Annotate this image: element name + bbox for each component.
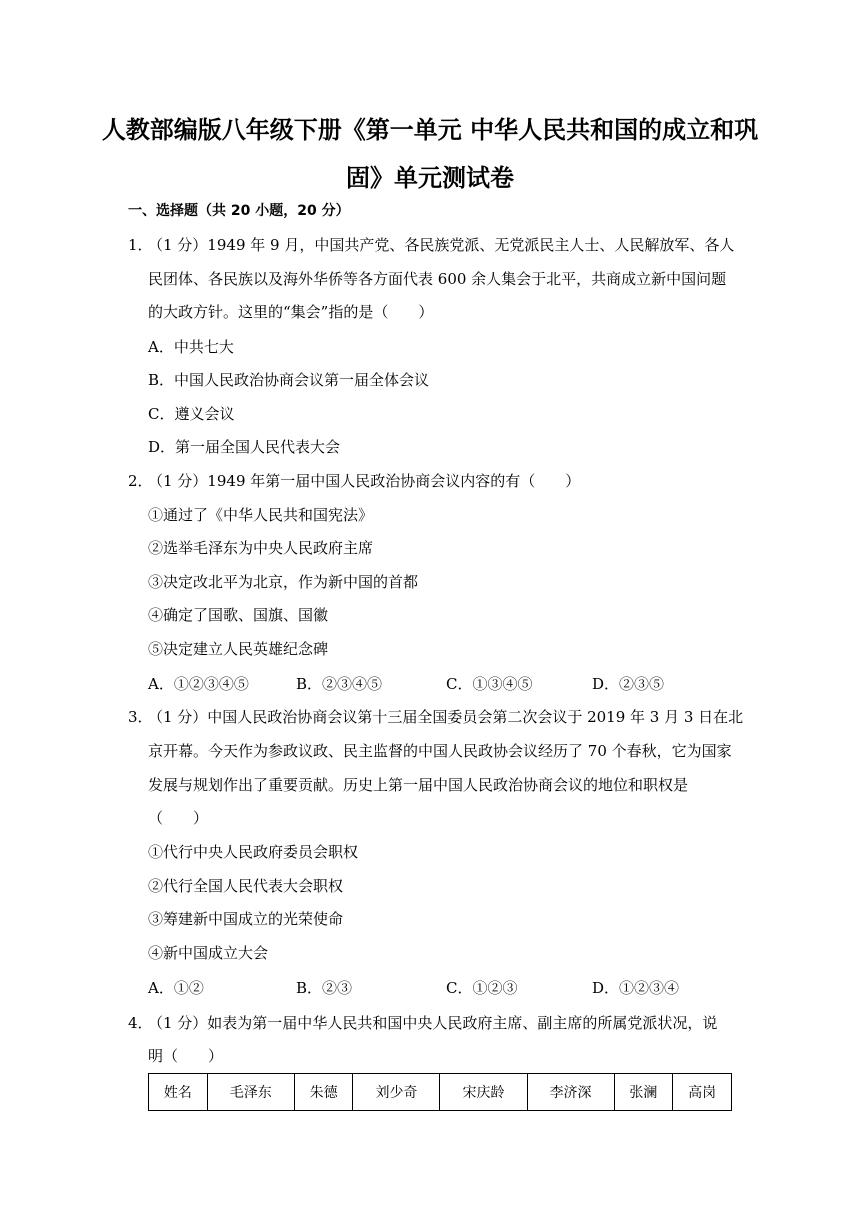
leaders-table (148, 1073, 732, 1111)
section-heading: 一、选择题（共 20 小题，20 分） (128, 203, 350, 219)
document-title (100, 106, 760, 202)
statement-item: ①通过了《中华人民共和国宪法》 (148, 506, 374, 524)
statement-item: ②选举毛泽东为中央人民政府主席 (148, 539, 374, 557)
option-b: B．②③ (296, 979, 353, 997)
question-text-line: （ ） (148, 809, 209, 827)
question-number: 3． (128, 708, 153, 726)
question-number: 2． (128, 472, 153, 490)
option-b: B．中国人民政治协商会议第一届全体会议 (148, 371, 430, 389)
table-cell: 姓名 (149, 1074, 208, 1111)
title-line-1: 人教部编版八年级下册《第一单元 中华人民共和国的成立和巩 (101, 116, 759, 144)
question-number: 1． (128, 236, 153, 254)
option-a: A．①②③④⑤ (148, 675, 249, 693)
question-text-line: 明（ ） (148, 1047, 224, 1065)
question-text-line: （1 分）如表为第一届中华人民共和国中央人民政府主席、副主席的所属党派状况，说 (148, 1014, 718, 1032)
table-cell: 毛泽东 (207, 1074, 294, 1111)
statement-item: ②代行全国人民代表大会职权 (148, 877, 344, 895)
option-a: A．中共七大 (148, 338, 234, 356)
question-text-line: （1 分）中国人民政治协商会议第十三届全国委员会第二次会议于 2019 年 3 月 3 日在北 (148, 708, 744, 726)
table-cell: 刘少奇 (353, 1074, 440, 1111)
statement-item: ①代行中央人民政府委员会职权 (148, 843, 359, 861)
question-text-line: 发展与规划作出了重要贡献。历史上第一届中国人民政治协商会议的地位和职权是 (148, 776, 689, 794)
statement-item: ④新中国成立大会 (148, 944, 269, 962)
question-text-line: （1 分）1949 年 9 月，中国共产党、各民族党派、无党派民主人士、人民解放军、各人 (148, 236, 735, 254)
option-d: D．①②③④ (592, 979, 680, 997)
question-text-line: 京开幕。今天作为参政议政、民主监督的中国人民政协会议经历了 70 个春秋，它为国家 (148, 742, 732, 760)
statement-item: ③筹建新中国成立的光荣使命 (148, 910, 344, 928)
option-b: B．②③④⑤ (296, 675, 383, 693)
table-cell: 高岗 (673, 1074, 732, 1111)
option-c: C．①③④⑤ (446, 675, 533, 693)
title-line-2: 固》单元测试卷 (346, 164, 514, 192)
table-cell: 李济深 (527, 1074, 614, 1111)
option-c: C．①②③ (446, 979, 518, 997)
option-c: C．遵义会议 (148, 405, 235, 423)
table-row (149, 1074, 732, 1111)
statement-item: ④确定了国歌、国旗、国徽 (148, 606, 329, 624)
question-text-line: 的大政方针。这里的“集会”指的是（ ） (148, 303, 434, 321)
question-text-line: （1 分）1949 年第一届中国人民政治协商会议内容的有（ ） (148, 472, 581, 490)
option-d: D．②③⑤ (592, 675, 665, 693)
statement-item: ③决定改北平为北京，作为新中国的首都 (148, 573, 419, 591)
option-a: A．①② (148, 979, 204, 997)
question-text-line: 民团体、各民族以及海外华侨等各方面代表 600 余人集会于北平，共商成立新中国问题 (148, 270, 727, 288)
option-d: D．第一届全国人民代表大会 (148, 438, 341, 456)
table-cell: 宋庆龄 (440, 1074, 527, 1111)
statement-item: ⑤决定建立人民英雄纪念碑 (148, 640, 329, 658)
table-cell: 张澜 (614, 1074, 673, 1111)
table-cell: 朱德 (294, 1074, 353, 1111)
question-number: 4． (128, 1014, 153, 1032)
